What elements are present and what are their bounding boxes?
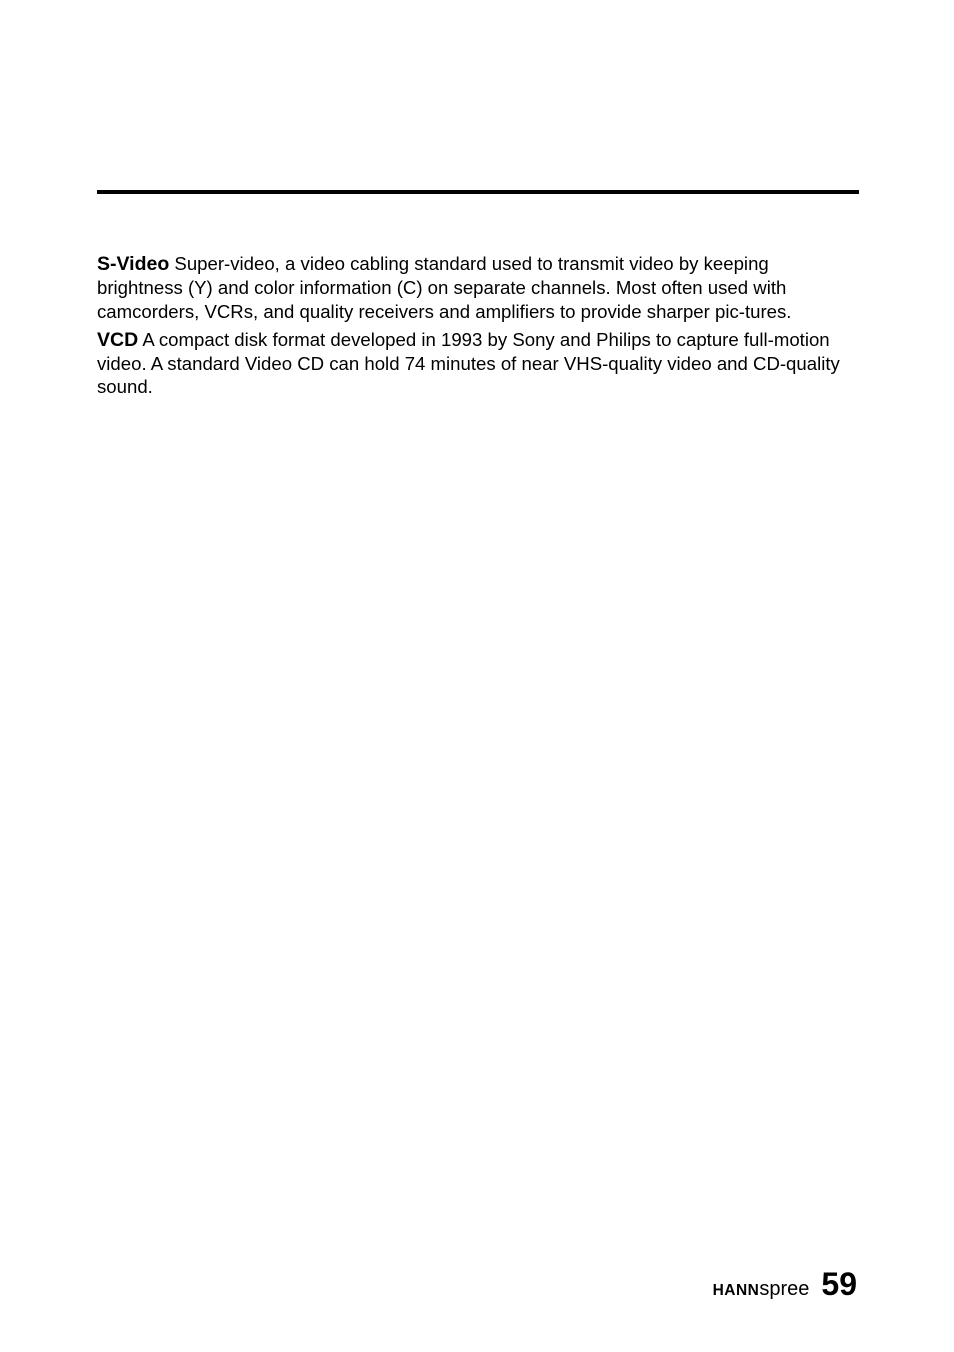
page-number: 59 [821,1266,857,1302]
brand-logo-bold: HANN [712,1282,760,1299]
glossary-entry-vcd [97,328,857,399]
brand-logo-light: spree [759,1278,810,1300]
glossary-term: VCD [97,328,139,351]
glossary-definition: Super-video, a video cabling standard used to transmit video by keeping brightness (Y) and color information (C) on separate channels. Most often used with camcorders, VCRs, and quality receivers and amplifiers to provide sharper pic-tures. [97,253,792,322]
header-rule [97,190,859,194]
page-footer [713,1266,857,1310]
glossary-entry-s-video [97,252,857,323]
glossary-definition: A compact disk format developed in 1993 by Sony and Philips to capture full-motion video. A standard Video CD can hold 74 minutes of near VHS-quality video and CD-quality sound. [97,328,840,398]
glossary-term: S-Video [97,253,170,275]
glossary-section [97,252,857,404]
